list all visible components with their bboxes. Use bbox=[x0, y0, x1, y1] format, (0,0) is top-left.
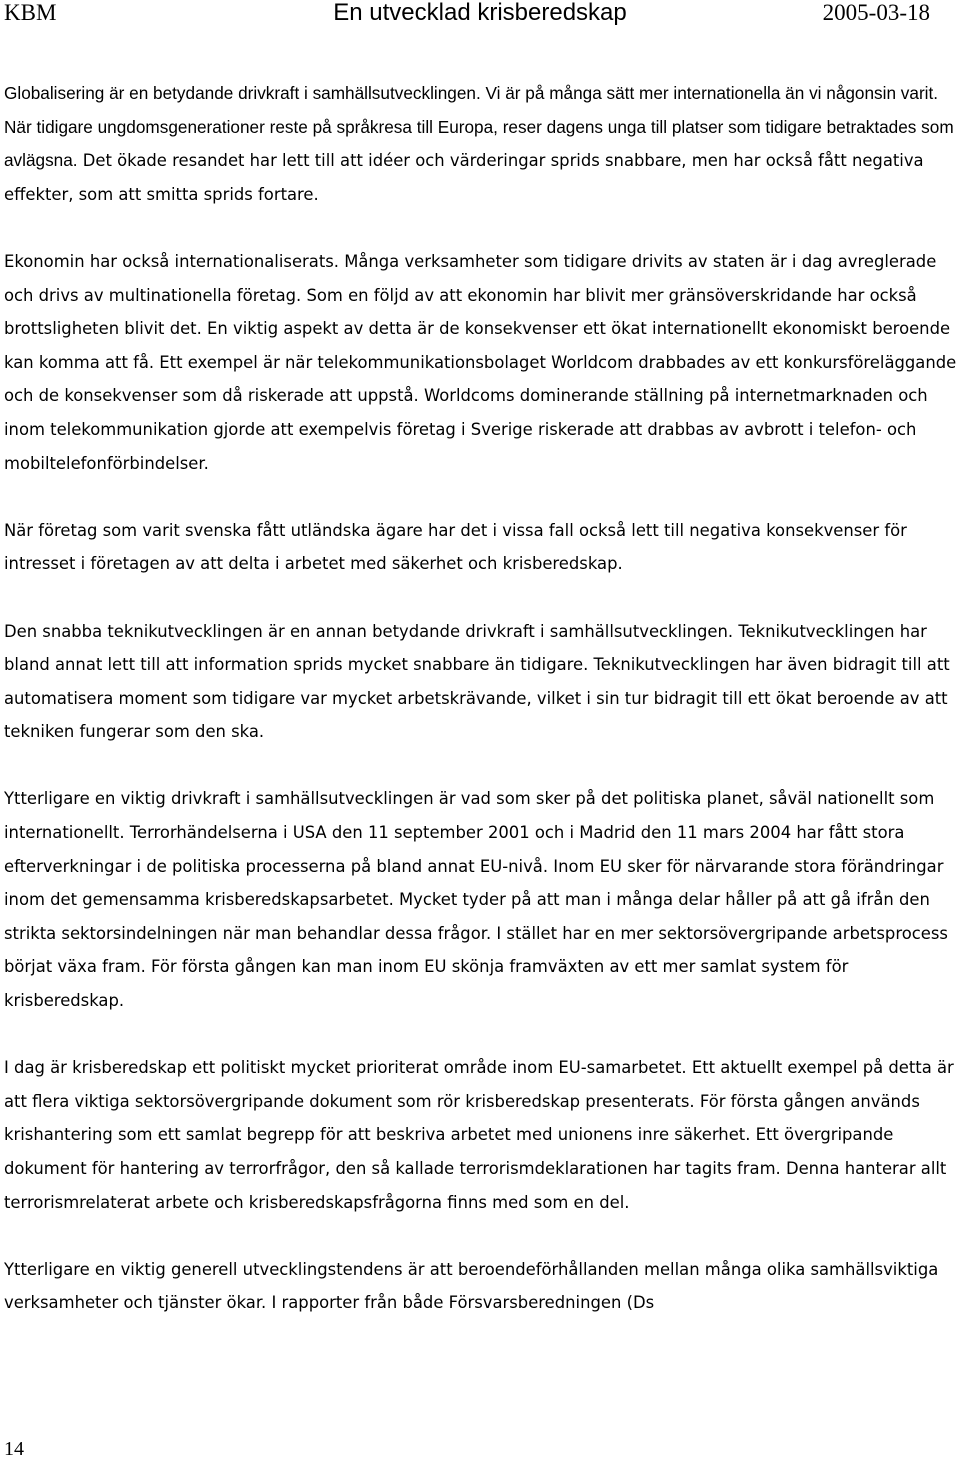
paragraph-politics: Ytterligare en viktig drivkraft i samhällsutvecklingen är vad som sker på det politiska planet, såväl nationellt som internationellt. Terrorhändelserna i USA den 11 september 2001 och i Madrid den 11 mars 2004 har fått stora efterverkningar i de politiska processerna på bland annat EU-nivå. Inom EU sker för närvarande stora förändringar inom det gemensamma krisberedskapsarbetet. Mycket tyder på att man i många delar håller på att gå ifrån den strikta sektorsindelningen när man behandlar dessa frågor. I stället har en mer sektorsövergripande arbetsprocess börjat växa fram. För första gången kan man inom EU skönja framväxten av ett mer samlat system för krisberedskap. bbox=[4, 789, 948, 1011]
page-header bbox=[0, 0, 960, 40]
paragraph-economy: Ekonomin har också internationaliserats. Många verksamheter som tidigare drivits av staten är i dag avreglerade och drivs av multinationella företag. Som en följd av att ekonomin har blivit mer gränsöverskridande har också brottsligheten blivit det. En viktig aspekt av detta är de konsekvenser ett ökat internationellt ekonomiskt beroende kan komma att få. Ett exempel är när telekommunikationsbolaget Worldcom drabbades av ett konkursföreläggande och de konsekvenser som då riskerade att uppstå. Worldcoms dominerande ställning på internetmarknaden och inom telekommunikation gjorde att exempelvis företag i Sverige riskerade att drabbas av avbrott i telefon- och mobiltelefonförbindelser. bbox=[4, 251, 957, 473]
header-org: KBM bbox=[4, 0, 57, 25]
document-body bbox=[4, 77, 960, 1354]
header-title: En utvecklad krisberedskap bbox=[333, 0, 627, 26]
paragraph-technology: Den snabba teknikutvecklingen är en annan betydande drivkraft i samhällsutvecklingen. Teknikutvecklingen har bland annat lett till att information sprids mycket snabbare än tidigare. Teknikutvecklingen har även bidragit till att automatisera moment som tidigare var mycket arbetskrävande, vilket i sin tur bidragit till ett ökat beroende av att tekniken fungerar som den ska. bbox=[4, 621, 950, 742]
paragraph-globalization-lead: Globalisering är en betydande drivkraft i samhällsutvecklingen. Vi är på många sätt mer internationella än vi någonsin varit. När tidigare ungdomsgenerationer reste på språkresa till Europa, reser dagens unga till platser som tidigare betraktades som avlägsna. bbox=[4, 83, 954, 171]
page-number: 14 bbox=[4, 1438, 24, 1460]
paragraph-globalization bbox=[4, 77, 960, 211]
paragraph-eu: I dag är krisberedskap ett politiskt mycket prioriterat område inom EU-samarbetet. Ett aktuellt exempel på detta är att flera viktiga sektorsövergripande dokument som rör krisberedskap presenterats. För första gången används krishantering som ett samlat begrepp för att beskriva arbetet med unionens inre säkerhet. Ett övergripande dokument för hantering av terrorfrågor, den så kallade terrorismdeklarationen har tagits fram. Denna hanterar allt terrorismrelaterat arbete och krisberedskapsfrågorna finns med som en del. bbox=[4, 1058, 954, 1212]
header-date: 2005-03-18 bbox=[822, 0, 930, 25]
paragraph-dependencies: Ytterligare en viktig generell utvecklingstendens är att beroendeförhållanden mellan många olika samhällsviktiga verksamheter och tjänster ökar. I rapporter från både Försvarsberedningen (Ds bbox=[4, 1259, 939, 1313]
paragraph-foreign-owners: När företag som varit svenska fått utländska ägare har det i vissa fall också lett till negativa konsekvenser för intresset i företagen av att delta i arbetet med säkerhet och krisberedskap. bbox=[4, 520, 907, 574]
paragraph-globalization-rest: Det ökade resandet har lett till att idéer och värderingar sprids snabbare, men har också fått negativa effekter, som att smitta sprids fortare. bbox=[4, 151, 924, 204]
